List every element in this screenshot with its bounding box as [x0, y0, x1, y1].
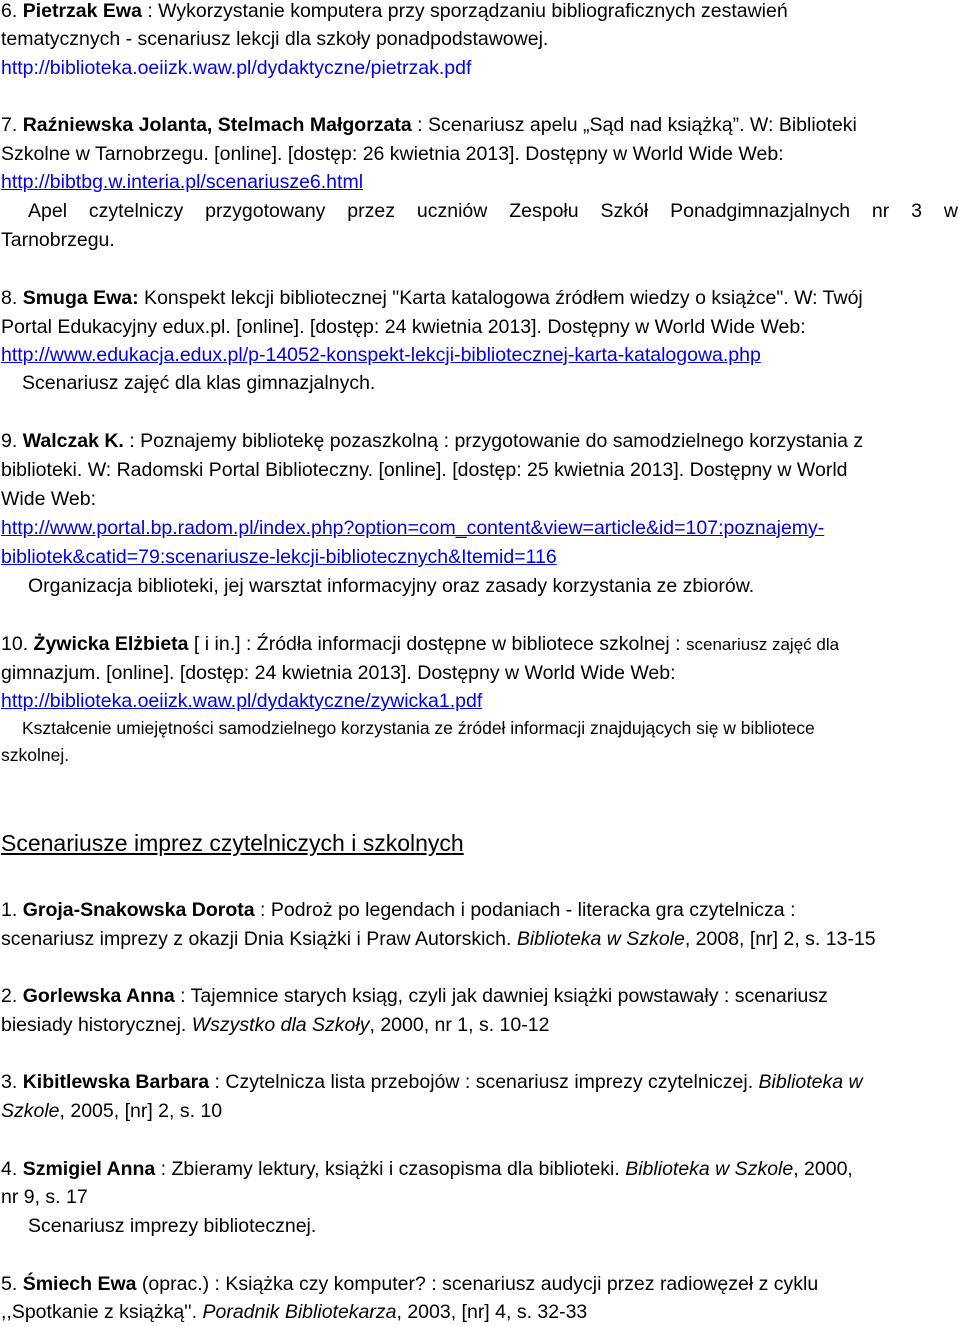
entry-8-line-1	[1, 284, 863, 313]
entry-9-line-1	[1, 427, 863, 456]
entry-author: Groja-Snakowska Dorota	[22, 899, 255, 921]
journal-title-continued: Szkole	[1, 1100, 60, 1122]
entry-text: Wide Web:	[1, 488, 97, 510]
event-4-desc-1: Scenariusz imprezy bibliotecznej.	[28, 1215, 317, 1237]
entry-6-link-line	[1, 54, 471, 83]
entry-7-link-line	[1, 168, 363, 197]
entry-text-small: scenariusz zajęć dla	[686, 635, 840, 654]
entry-6-line-2	[1, 25, 548, 54]
entry-author: Smuga Ewa:	[22, 287, 139, 309]
entry-7-desc-2: Tarnobrzegu.	[1, 229, 115, 251]
entry-text: Szkolne w Tarnobrzegu. [online]. [dostęp: 26 kwietnia 2013]. Dostępny w World Wide Web:	[1, 143, 784, 165]
entry-text: : Podroż po legendach i podaniach - literacka gra czytelnicza :	[254, 899, 796, 921]
entry-number: 9.	[1, 430, 18, 452]
entry-author: Kibitlewska Barbara	[22, 1071, 210, 1093]
entry-6-link[interactable]: http://biblioteka.oeiizk.waw.pl/dydaktyczne/pietrzak.pdf	[1, 57, 472, 79]
entry-text: , 2003, [nr] 4, s. 32-33	[396, 1301, 588, 1323]
event-4-line-1	[1, 1155, 853, 1184]
entry-text: , 2000,	[793, 1158, 853, 1180]
entry-6-line-1	[1, 0, 788, 26]
entry-10-link-line	[1, 687, 482, 716]
entry-9-link-line-2	[1, 543, 557, 572]
entry-10-line-1	[1, 630, 839, 659]
event-2-line-2	[1, 1011, 549, 1040]
entry-number: 4.	[1, 1158, 18, 1180]
entry-text: : Czytelnicza lista przebojów : scenariusz imprezy czytelniczej.	[209, 1071, 759, 1093]
entry-number: 8.	[1, 287, 18, 309]
entry-text: , 2008, [nr] 2, s. 13-15	[684, 928, 876, 950]
entry-text: tematycznych - scenariusz lekcji dla szkoły ponadpodstawowej.	[1, 28, 549, 50]
entry-text: , 2000, nr 1, s. 10-12	[369, 1014, 550, 1036]
entry-text: ,,Spotkanie z książką''.	[1, 1301, 203, 1323]
entry-9-desc-1: Organizacja biblioteki, jej warsztat informacyjny oraz zasady korzystania ze zbiorów.	[28, 575, 755, 597]
event-3-line-2	[1, 1097, 222, 1126]
entry-text: : Zbieramy lektury, książki i czasopisma dla biblioteki.	[155, 1158, 626, 1180]
entry-author: Szmigiel Anna	[22, 1158, 156, 1180]
entry-9-link-line-1	[1, 514, 824, 543]
entry-author: Śmiech Ewa	[22, 1273, 137, 1295]
entry-number: 6.	[1, 0, 18, 22]
entry-8-desc-1: Scenariusz zajęć dla klas gimnazjalnych.	[22, 372, 376, 394]
journal-title: Biblioteka w Szkole	[516, 928, 685, 950]
event-3-line-1	[1, 1068, 863, 1097]
entry-text: : Tajemnice starych ksiąg, czyli jak dawniej książki powstawały : scenariusz	[174, 985, 828, 1007]
entry-author: Pietrzak Ewa	[22, 0, 142, 22]
entry-7-line-2	[1, 140, 784, 169]
journal-title: Wszystko dla Szkoły	[191, 1014, 370, 1036]
entry-10-desc-1: Kształcenie umiejętności samodzielnego korzystania ze źródeł informacji znajdujących się w bibliotece	[22, 718, 815, 738]
entry-text: scenariusz imprezy z okazji Dnia Książki i Praw Autorskich.	[1, 928, 517, 950]
entry-9-line-2	[1, 456, 848, 485]
entry-text: biblioteki. W: Radomski Portal Biblioteczny. [online]. [dostęp: 25 kwietnia 2013]. Dostępny w World	[1, 459, 848, 481]
entry-7-line-1	[1, 111, 857, 140]
event-1-line-2	[1, 925, 876, 954]
entry-9-link[interactable]: http://www.portal.bp.radom.pl/index.php?option=com_content&view=article&id=107:poznajemy-	[1, 517, 825, 539]
event-5-line-1	[1, 1270, 818, 1299]
entry-8-link[interactable]: http://www.edukacja.edux.pl/p-14052-konspekt-lekcji-bibliotecznej-karta-katalogowa.php	[1, 344, 761, 366]
entry-text: gimnazjum. [online]. [dostęp: 24 kwietnia 2013]. Dostępny w World Wide Web:	[1, 662, 676, 684]
entry-text: : Poznajemy bibliotekę pozaszkolną : przygotowanie do samodzielnego korzystania z	[123, 430, 864, 452]
event-4-line-2: nr 9, s. 17	[1, 1186, 88, 1208]
journal-title: Biblioteka w	[758, 1071, 863, 1093]
journal-title: Biblioteka w Szkole	[625, 1158, 794, 1180]
entry-9-link-continued[interactable]: bibliotek&catid=79:scenariusze-lekcji-bibliotecznych&Itemid=116	[1, 546, 557, 568]
event-1-line-1	[1, 896, 795, 925]
entry-author: Gorlewska Anna	[22, 985, 175, 1007]
entry-author: Raźniewska Jolanta, Stelmach Małgorzata	[22, 114, 412, 136]
journal-title: Poradnik Bibliotekarza	[202, 1301, 397, 1323]
entry-text: : Wykorzystanie komputera przy sporządzaniu bibliograficznych zestawień	[141, 0, 788, 22]
entry-10-desc-2: szkolnej.	[1, 745, 70, 765]
event-5-line-2	[1, 1298, 587, 1327]
entry-number: 1.	[1, 899, 18, 921]
entry-text: [ i in.] : Źródła informacji dostępne w bibliotece szkolnej :	[188, 633, 686, 655]
entry-author: Walczak K.	[22, 430, 124, 452]
entry-7-desc-1: Apel czytelniczy przygotowany przez uczniów Zespołu Szkół Ponadgimnazjalnych nr 3 w	[28, 200, 958, 222]
entry-text: : Scenariusz apelu „Sąd nad książką”. W: Biblioteki	[411, 114, 857, 136]
entry-number: 3.	[1, 1071, 18, 1093]
entry-9-line-3	[1, 485, 96, 514]
entry-number: 2.	[1, 985, 18, 1007]
section-heading: Scenariusze imprez czytelniczych i szkolnych	[1, 830, 464, 856]
event-2-line-1	[1, 982, 828, 1011]
entry-number: 5.	[1, 1273, 18, 1295]
entry-10-link[interactable]: http://biblioteka.oeiizk.waw.pl/dydaktyczne/zywicka1.pdf	[1, 690, 483, 712]
entry-text: Portal Edukacyjny edux.pl. [online]. [dostęp: 24 kwietnia 2013]. Dostępny w World Wide Web:	[1, 316, 806, 338]
entry-text: biesiady historycznej.	[1, 1014, 192, 1036]
entry-number: 7.	[1, 114, 18, 136]
entry-10-line-2	[1, 659, 676, 688]
entry-8-line-2	[1, 313, 806, 342]
entry-text: Konspekt lekcji bibliotecznej "Karta katalogowa źródłem wiedzy o książce". W: Twój	[138, 287, 863, 309]
entry-number: 10.	[1, 633, 29, 655]
entry-text: , 2005, [nr] 2, s. 10	[59, 1100, 223, 1122]
entry-text: (oprac.) : Książka czy komputer? : scenariusz audycji przez radiowęzeł z cyklu	[136, 1273, 819, 1295]
entry-7-link[interactable]: http://bibtbg.w.interia.pl/scenariusze6.html	[1, 171, 364, 193]
entry-author: Żywicka Elżbieta	[33, 633, 189, 655]
entry-8-link-line	[1, 341, 761, 370]
